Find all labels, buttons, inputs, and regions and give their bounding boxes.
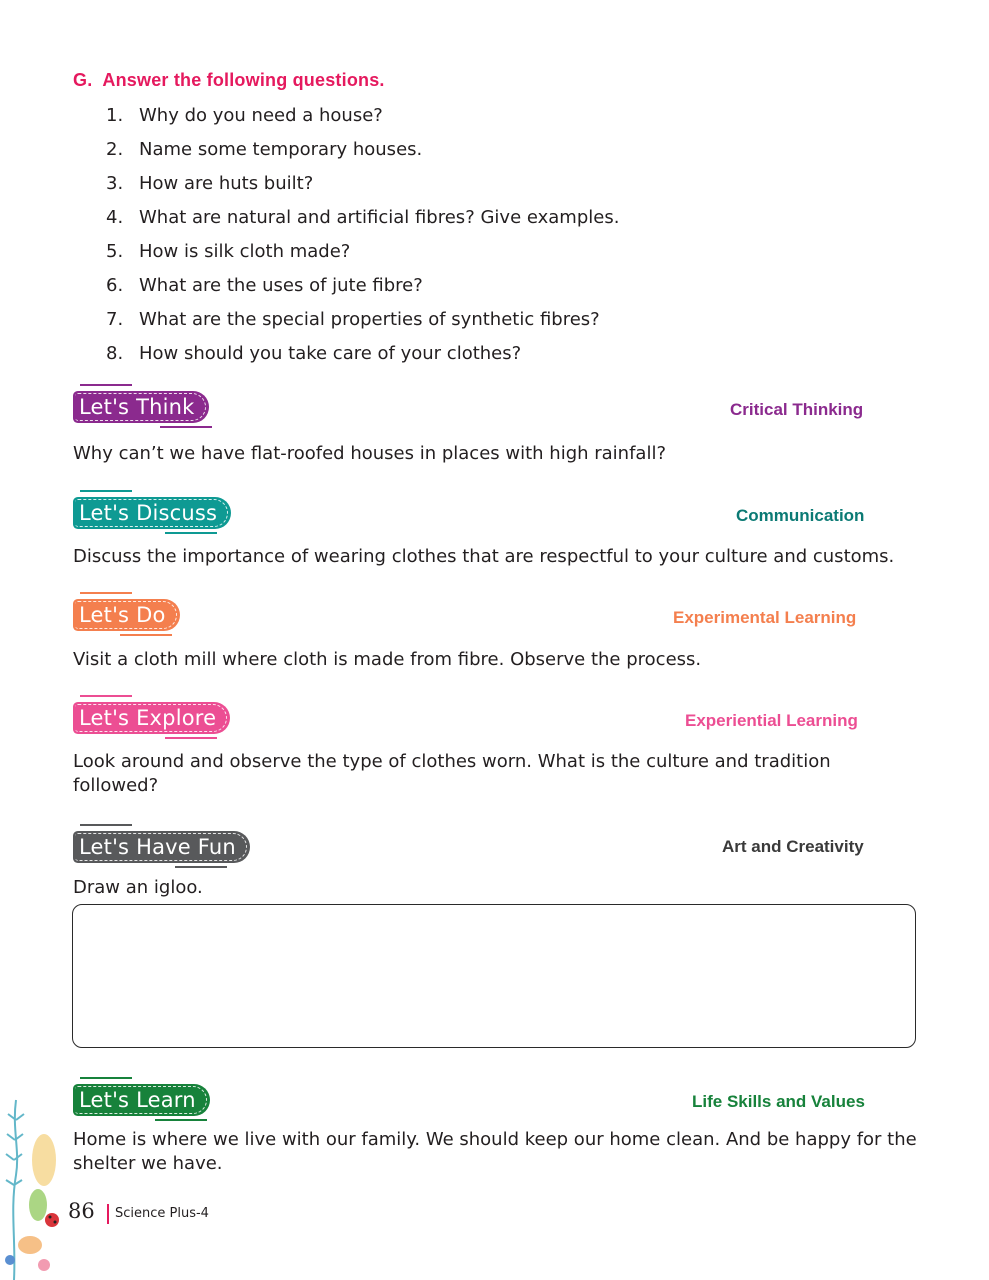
do-activity: Visit a cloth mill where cloth is made from fibre. Observe the process. — [73, 649, 702, 670]
list-item — [106, 235, 619, 269]
skill-label-critical-thinking: Critical Thinking — [730, 400, 864, 419]
list-item — [106, 337, 619, 371]
tag-label: Let's Discuss — [79, 501, 218, 525]
tag-line-decoration — [120, 634, 172, 636]
question-text: Name some temporary houses. — [139, 139, 423, 160]
lets-explore-tag — [73, 702, 230, 734]
skill-label-art-creativity: Art and Creativity — [722, 837, 864, 856]
question-number: 7. — [106, 309, 124, 330]
question-text: What are natural and artificial fibres? Give examples. — [139, 207, 620, 228]
tag-line-decoration — [155, 1119, 207, 1121]
book-title: Science Plus-4 — [115, 1206, 209, 1221]
question-number: 1. — [106, 105, 124, 126]
skill-label-experimental-learning: Experimental Learning — [673, 608, 857, 627]
tag-line-decoration — [80, 592, 132, 594]
tag-label: Let's Do — [79, 603, 166, 627]
question-number: 3. — [106, 173, 124, 194]
question-text: How are huts built? — [139, 173, 314, 194]
section-title: Answer the following questions. — [102, 70, 385, 90]
tag-label: Let's Think — [79, 395, 195, 419]
list-item — [106, 167, 619, 201]
tag-line-decoration — [175, 866, 227, 868]
lets-have-fun-tag — [73, 831, 250, 863]
lets-do-tag — [73, 599, 180, 631]
skill-label-communication: Communication — [736, 506, 865, 525]
learn-text: Home is where we live with our family. We should keep our home clean. And be happy for the shelter we have. — [73, 1129, 917, 1174]
tag-label: Let's Learn — [79, 1088, 196, 1112]
tag-line-decoration — [80, 490, 132, 492]
list-item — [106, 269, 619, 303]
question-text: How is silk cloth made? — [139, 241, 351, 262]
list-item — [106, 201, 619, 235]
question-number: 5. — [106, 241, 124, 262]
lets-think-tag — [73, 391, 209, 423]
tag-line-decoration — [165, 532, 217, 534]
tag-label: Let's Have Fun — [79, 835, 236, 859]
tag-line-decoration — [80, 695, 132, 697]
footer-divider — [107, 1204, 109, 1224]
skill-label-life-skills: Life Skills and Values — [692, 1092, 865, 1111]
lets-discuss-tag — [73, 497, 231, 529]
question-text: What are the special properties of synthetic fibres? — [139, 309, 600, 330]
tag-line-decoration — [80, 824, 132, 826]
question-list — [106, 99, 619, 371]
fun-activity: Draw an igloo. — [73, 877, 203, 898]
tag-line-decoration — [80, 384, 132, 386]
explore-activity: Look around and observe the type of clothes worn. What is the culture and tradition followed? — [73, 751, 831, 796]
floral-decoration-icon — [0, 1090, 70, 1280]
question-number: 8. — [106, 343, 124, 364]
think-question: Why can’t we have flat-roofed houses in places with high rainfall? — [73, 443, 667, 464]
page-number: 86 — [68, 1199, 95, 1223]
discuss-prompt: Discuss the importance of wearing clothes that are respectful to your culture and customs. — [73, 546, 895, 567]
tag-label: Let's Explore — [79, 706, 217, 730]
list-item — [106, 303, 619, 337]
question-number: 2. — [106, 139, 124, 160]
lets-learn-tag — [73, 1084, 210, 1116]
question-text: What are the uses of jute fibre? — [139, 275, 423, 296]
section-letter: G. — [73, 70, 93, 90]
section-g-heading — [73, 70, 385, 91]
tag-line-decoration — [160, 426, 212, 428]
tag-line-decoration — [165, 737, 217, 739]
list-item — [106, 133, 619, 167]
question-text: Why do you need a house? — [139, 105, 383, 126]
skill-label-experiential-learning: Experiential Learning — [685, 711, 858, 730]
drawing-area[interactable] — [72, 904, 916, 1048]
tag-line-decoration — [80, 1077, 132, 1079]
list-item — [106, 99, 619, 133]
question-number: 4. — [106, 207, 124, 228]
question-text: How should you take care of your clothes? — [139, 343, 522, 364]
question-number: 6. — [106, 275, 124, 296]
